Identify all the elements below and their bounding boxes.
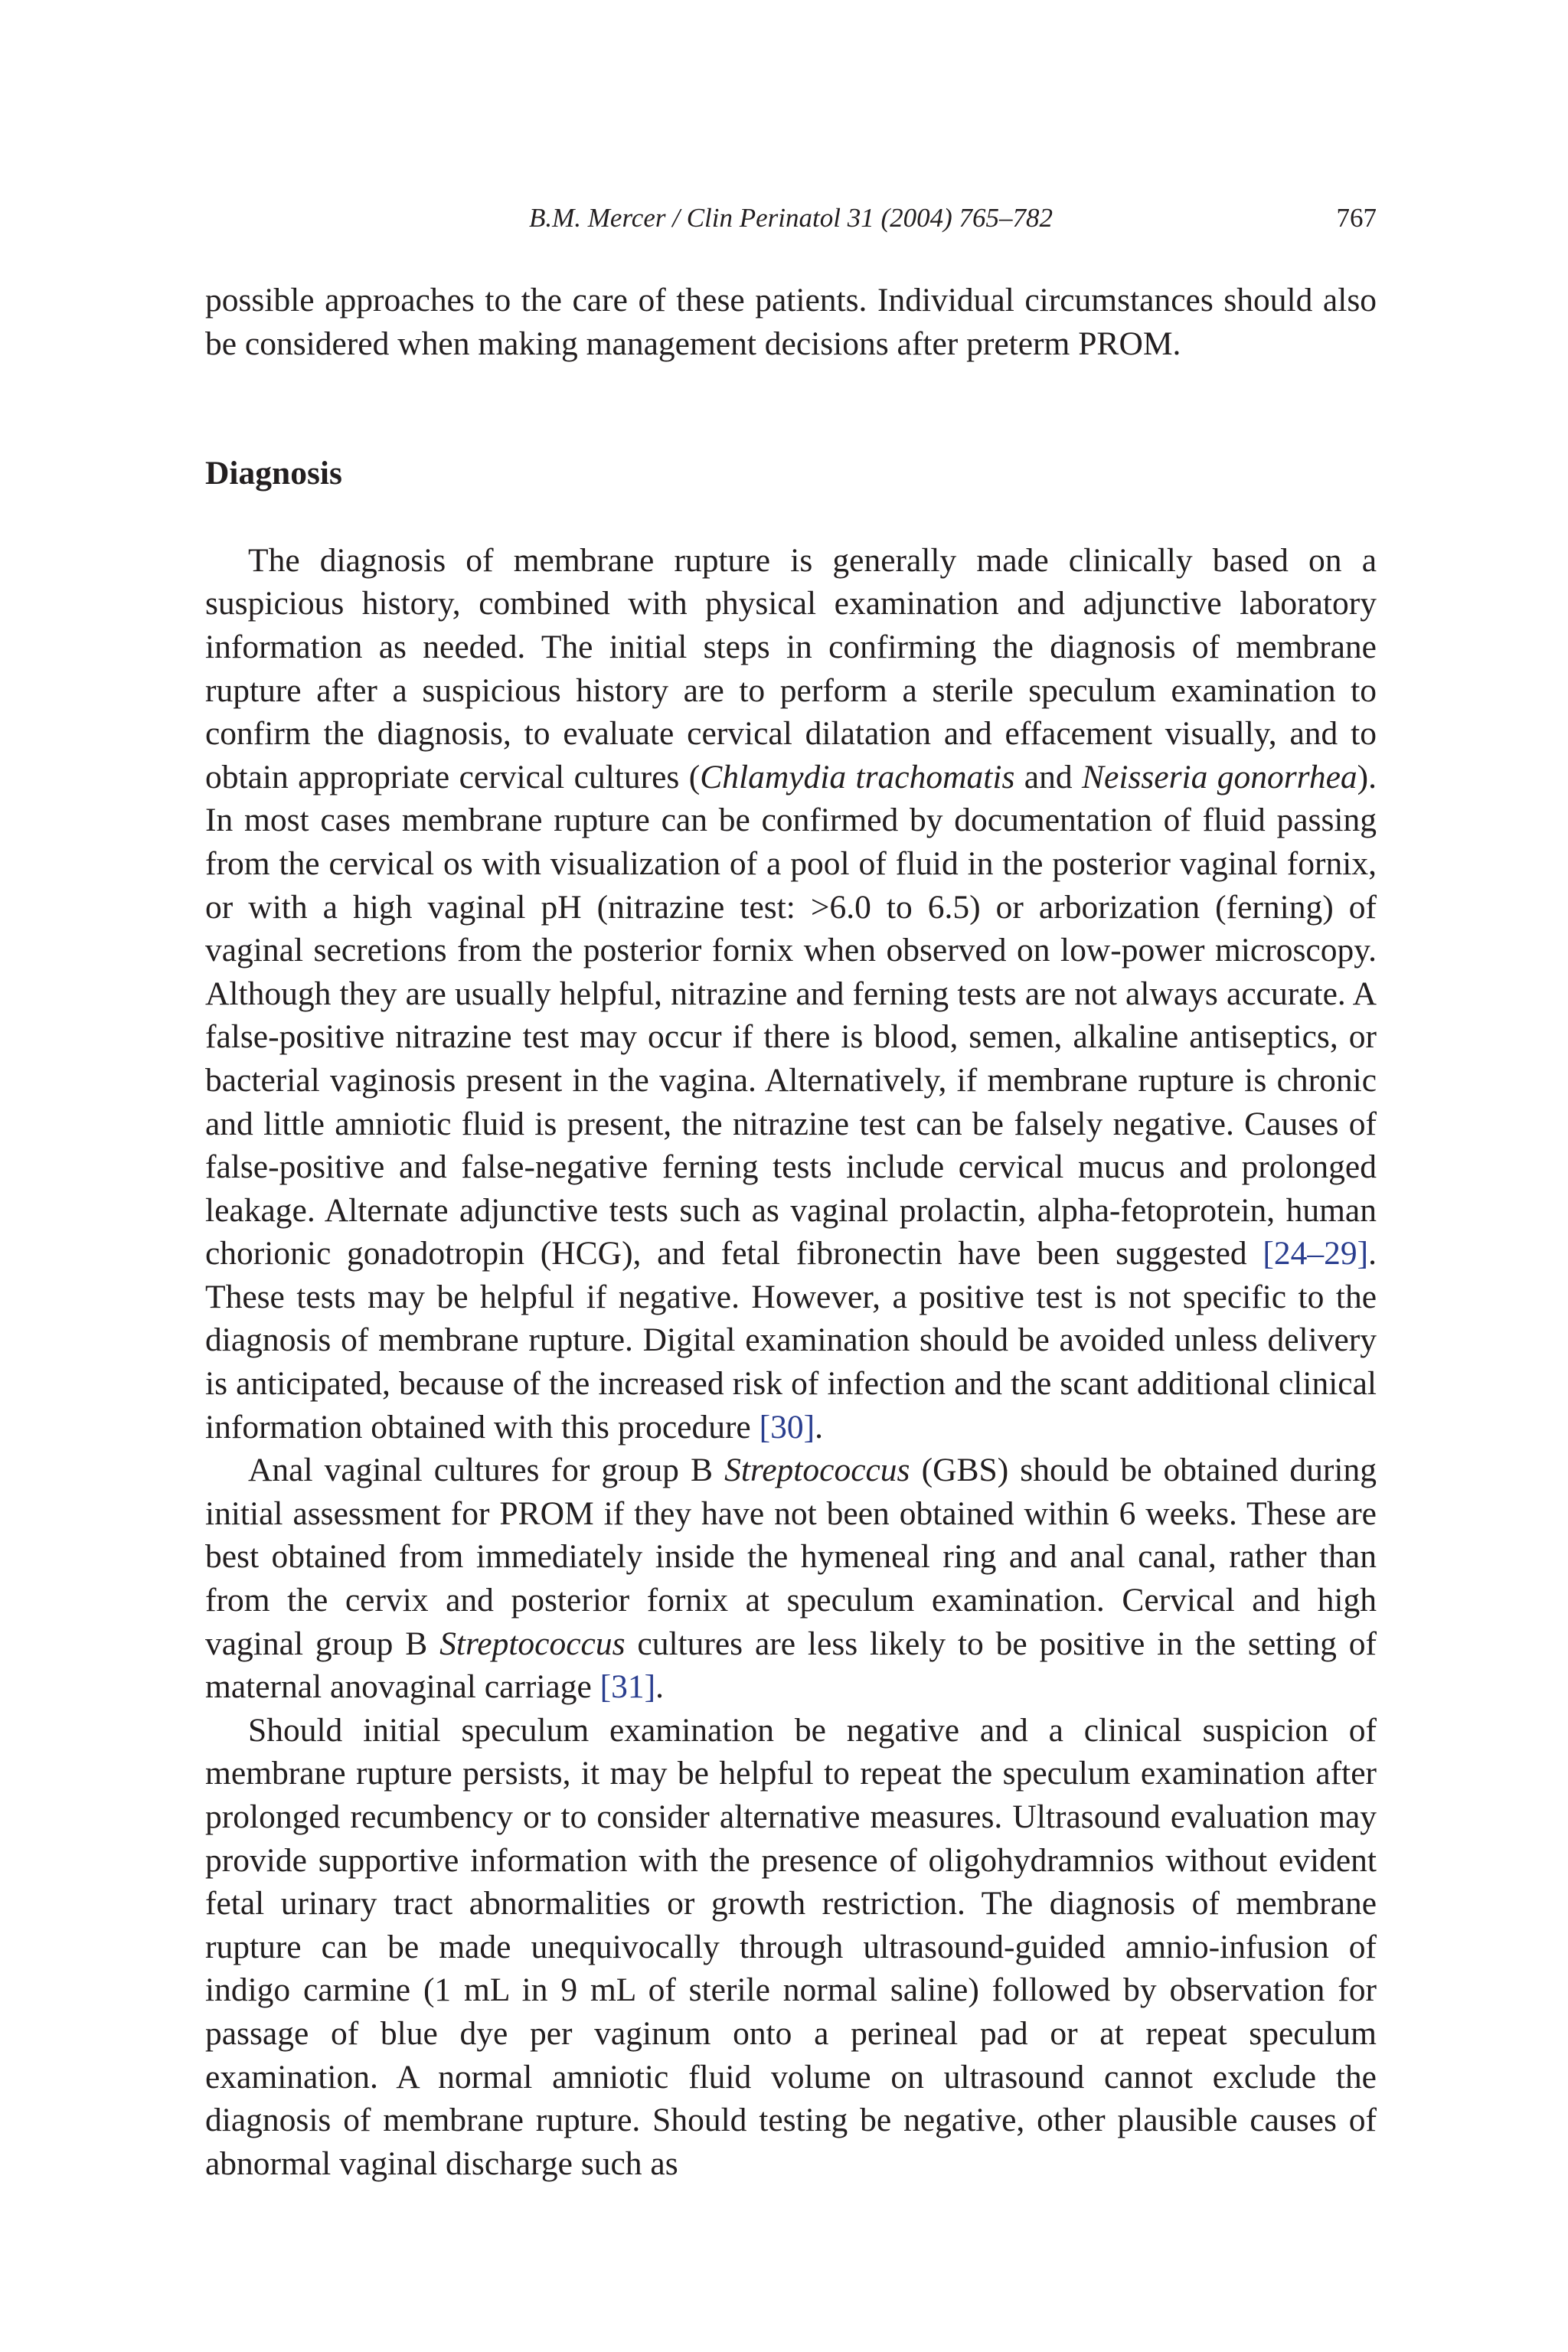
intro-paragraph: possible approaches to the care of these patients. Individual circumstances should also be considered when making management decisions after preterm PROM. [205, 282, 1377, 362]
paragraph-diagnosis-1 [205, 539, 1377, 1449]
text-span: Anal vaginal cultures for group B [248, 1452, 725, 1489]
citation-link[interactable]: [31] [599, 1668, 656, 1706]
paragraph-diagnosis-3: Should initial speculum examination be negative and a clinical suspicion of membrane rupture persists, it may be helpful to repeat the speculum examination after prolonged recumbency or to consider alternative measures. Ultrasound evaluation may provide supportive information with the presence of oligohydramnios without evident fetal urinary tract abnormalities or growth restriction. The diagnosis of membrane rupture can be made unequivocally through ultrasound-guided amnio-infusion of indigo carmine (1 mL in 9 mL of sterile normal saline) followed by observation for passage of blue dye per vaginum onto a perineal pad or at repeat speculum examination. A normal amniotic fluid volume on ultrasound cannot exclude the diagnosis of membrane rupture. Should testing be negative, other plausible causes of abnormal vaginal discharge such as [205, 1711, 1377, 2182]
page-number: 767 [1336, 203, 1377, 233]
text-span: . [655, 1668, 665, 1706]
text-span: (GBS) should be obtained during initial assessment for PROM if they have not been obtained within 6 weeks. These are best obtained from immediately inside the hymeneal ring and anal canal, rather than from the cervix and posterior fornix at speculum examination. Cervical and high vaginal group B [205, 1452, 1377, 1662]
body-text [205, 279, 1377, 2185]
species-name: Streptococcus [439, 1625, 626, 1662]
text-span: cultures are less likely to be positive in the setting of maternal anovaginal carriage [205, 1625, 1377, 1706]
text-span: The diagnosis of membrane rupture is generally made clinically based on a suspicious history, combined with physical examination and adjunctive laboratory information as needed. The initial steps in confirming the diagnosis of membrane rupture after a suspicious history are to perform a sterile speculum examination to confirm the diagnosis, to evaluate cervical dilatation and effacement visually, and to obtain appropriate cervical cultures ( [205, 541, 1377, 795]
citation-link[interactable]: [30] [759, 1408, 815, 1446]
journal-citation: B.M. Mercer / Clin Perinatol 31 (2004) 765–782 [528, 203, 1054, 233]
text-span: . [815, 1408, 823, 1446]
paragraph-diagnosis-2 [205, 1449, 1377, 1709]
running-head [205, 199, 1377, 237]
text-span: . These tests may be helpful if negative. However, a positive test is not specific to the diagnosis of membrane rupture. Digital examination should be avoided unless delivery is anticipated, because of the increased risk of infection and the scant additional clinical information obtained with this procedure [205, 1235, 1377, 1446]
section-heading: Diagnosis [205, 455, 342, 492]
text-span: and [1014, 758, 1083, 795]
text-span: ). In most cases membrane rupture can be confirmed by documentation of fluid passing from the cervical os with visualization of a pool of fluid in the posterior vaginal fornix, or with a high vaginal pH (nitrazine test: >6.0 to 6.5) or arborization (ferning) of vaginal secretions from the posterior fornix when observed on low-power microscopy. Although they are usually helpful, nitrazine and ferning tests are not always accurate. A false-positive nitrazine test may occur if there is blood, semen, alkaline antiseptics, or bacterial vaginosis present in the vagina. Alternatively, if membrane rupture is chronic and little amniotic fluid is present, the nitrazine test can be falsely negative. Causes of false-positive and false-negative ferning tests include cervical mucus and prolonged leakage. Alternate adjunctive tests such as vaginal prolactin, alpha-fetoprotein, human chorionic gonadotropin (HCG), and fetal fibronectin have been suggested [205, 758, 1377, 1272]
species-name: Chlamydia trachomatis [700, 758, 1015, 795]
page [205, 0, 1377, 2352]
citation-link[interactable]: [24–29] [1263, 1235, 1369, 1272]
species-name: Streptococcus [724, 1452, 910, 1489]
species-name: Neisseria gonorrhea [1082, 758, 1357, 795]
